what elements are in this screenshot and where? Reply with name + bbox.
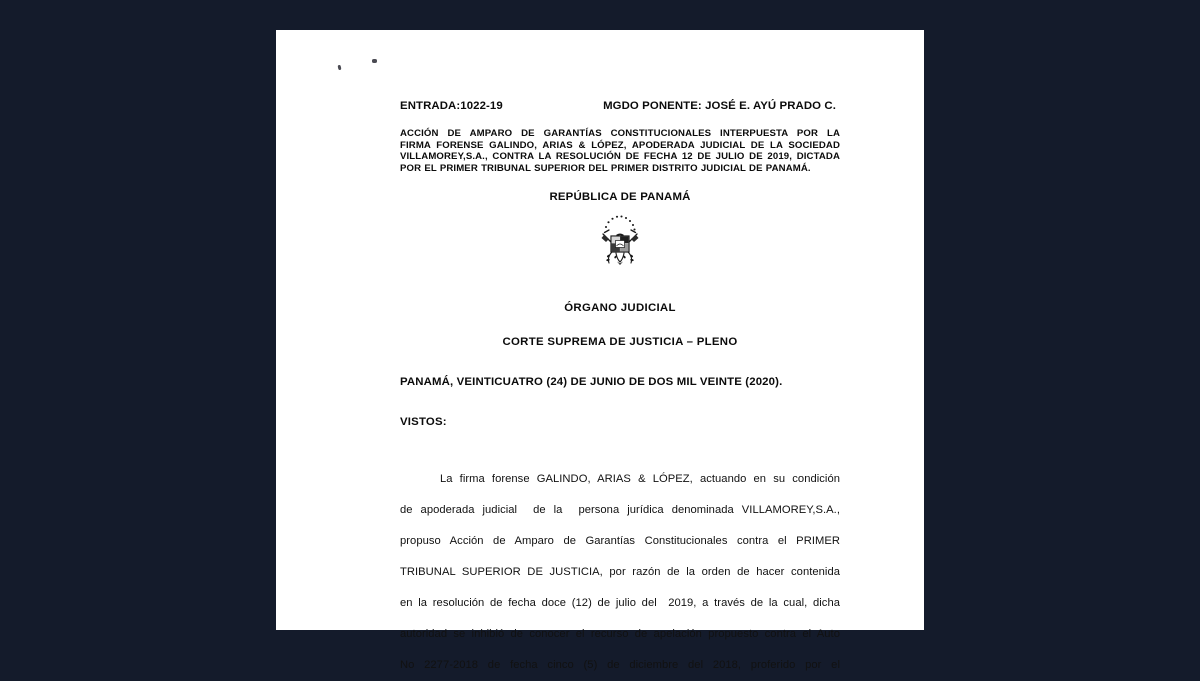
case-caption xyxy=(400,128,840,174)
case-caption-line: FIRMA FORENSE GALINDO, ARIAS & LÓPEZ, APODERADA JUDICIAL DE LA SOCIEDAD xyxy=(400,139,840,151)
document-header-row xyxy=(400,100,840,112)
body-line: No 2277-2018 de fecha cinco (5) de diciembre del 2018, proferido por el xyxy=(400,659,840,672)
scan-artifact-speck xyxy=(372,59,377,63)
body-paragraph xyxy=(400,464,840,681)
ponente-label: MGDO PONENTE: JOSÉ E. AYÚ PRADO C. xyxy=(603,100,836,112)
scan-artifact-speck xyxy=(338,65,342,71)
body-line: autoridad se inhibió de conocer el recurso de apelación propuesto contra el Auto xyxy=(400,628,840,641)
document-content xyxy=(400,100,840,681)
case-caption-line: ACCIÓN DE AMPARO DE GARANTÍAS CONSTITUCIONALES INTERPUESTA POR LA xyxy=(400,128,840,139)
entrada-label: ENTRADA:1022-19 xyxy=(400,100,503,112)
court-title: CORTE SUPREMA DE JUSTICIA – PLENO xyxy=(502,336,738,349)
body-line: La firma forense GALINDO, ARIAS & LÓPEZ, actuando en su condición xyxy=(440,473,840,486)
emblem-container xyxy=(400,212,840,270)
body-line: de apoderada judicial de la persona jurídica denominada VILLAMOREY,S.A., xyxy=(400,504,840,517)
case-caption-line: POR EL PRIMER TRIBUNAL SUPERIOR DEL PRIMER DISTRITO JUDICIAL DE PANAMÁ. xyxy=(400,162,811,174)
case-caption-line: VILLAMOREY,S.A., CONTRA LA RESOLUCIÓN DE FECHA 12 DE JULIO DE 2019, DICTADA xyxy=(400,151,840,163)
document-page xyxy=(276,30,924,672)
republic-title: REPÚBLICA DE PANAMÁ xyxy=(549,191,691,204)
body-line: propuso Acción de Amparo de Garantías Constitucionales contra el PRIMER xyxy=(400,535,840,548)
body-line: en la resolución de fecha doce (12) de julio del 2019, a través de la cual, dicha xyxy=(400,597,840,610)
date-line: PANAMÁ, VEINTICUATRO (24) DE JUNIO DE DOS MIL VEINTE (2020). xyxy=(400,376,783,389)
organ-title: ÓRGANO JUDICIAL xyxy=(564,302,676,315)
panama-coat-of-arms-icon xyxy=(594,212,646,270)
vistos-label: VISTOS: xyxy=(400,416,447,429)
body-line: TRIBUNAL SUPERIOR DE JUSTICIA, por razón de la orden de hacer contenida xyxy=(400,566,840,579)
